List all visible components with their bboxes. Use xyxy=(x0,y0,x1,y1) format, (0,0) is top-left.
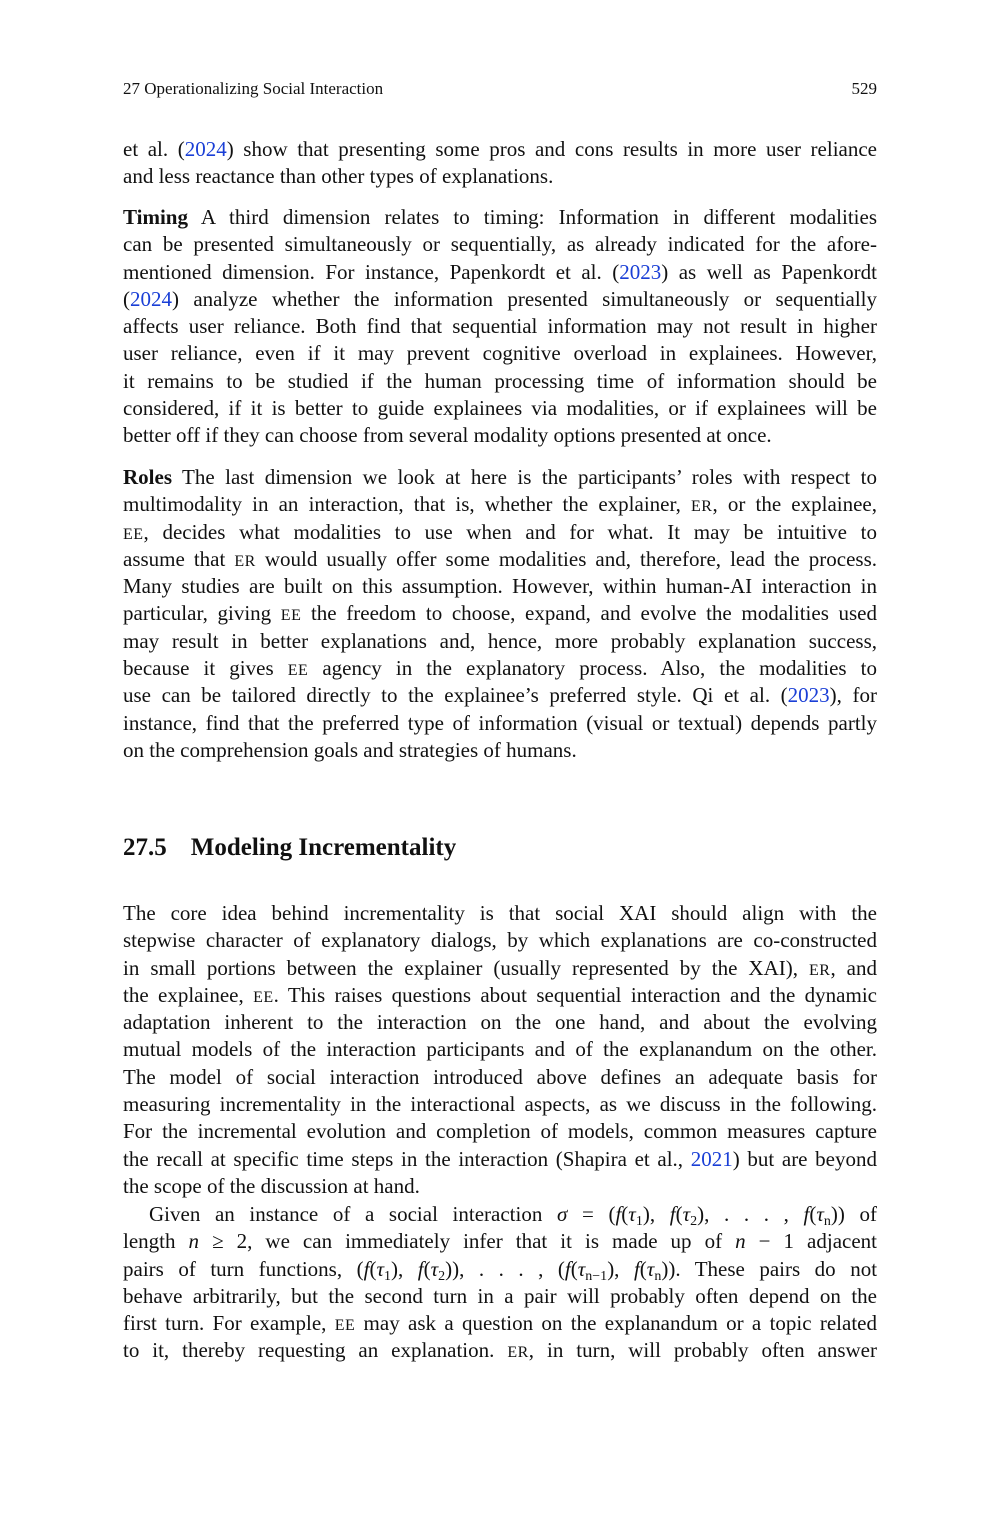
text-line xyxy=(123,600,877,627)
text-segment: f xyxy=(417,1256,424,1281)
text-line xyxy=(123,163,877,190)
text-line xyxy=(123,368,877,395)
text-line xyxy=(123,204,877,231)
text-line xyxy=(123,464,877,491)
text-line xyxy=(123,1091,877,1118)
citation-link[interactable]: 2021 xyxy=(690,1146,733,1171)
text-line xyxy=(123,1201,877,1228)
text-segment: ) show that presenting some pros and cons results in more user reliance xyxy=(226,137,877,161)
role-abbreviation: ER xyxy=(691,498,713,516)
text-segment: user reliance, even if it may prevent cognitive overload in explainees. However, xyxy=(123,341,877,366)
text-segment: first turn. For example, xyxy=(123,1311,335,1336)
text-line xyxy=(123,1256,877,1283)
text-line xyxy=(123,1146,877,1173)
text-line xyxy=(123,1064,877,1091)
paragraph-explanation-types xyxy=(123,136,877,191)
text-line xyxy=(123,313,877,340)
text-segment: affects user reliance. Both find that sequential information may not result in higher xyxy=(123,314,877,339)
role-abbreviation: EE xyxy=(253,988,274,1006)
text-line xyxy=(123,231,877,258)
text-segment: because it gives xyxy=(123,656,288,681)
text-segment: on the comprehension goals and strategies of humans. xyxy=(123,737,577,762)
text-segment: , in turn, will probably often answer xyxy=(528,1338,877,1363)
text-line xyxy=(123,628,877,655)
text-line xyxy=(123,286,877,313)
text-line xyxy=(123,546,877,573)
paragraph-social-interaction-pairs xyxy=(123,1201,877,1365)
text-segment: . This raises questions about sequential interaction and the dynamic xyxy=(273,982,877,1007)
paragraph-roles xyxy=(123,464,877,764)
role-abbreviation: EE xyxy=(280,607,302,625)
text-segment: 1 xyxy=(383,1268,391,1284)
text-segment: the explainee, xyxy=(123,982,254,1007)
text-segment: ≥ 2, we can immediately infer that it is made up of xyxy=(199,1229,736,1254)
role-abbreviation: ER xyxy=(808,961,831,979)
text-segment: ), xyxy=(642,1202,670,1226)
paragraph-heading: Timing xyxy=(123,205,188,229)
text-line xyxy=(123,655,877,682)
section-heading xyxy=(123,834,480,862)
citation-link[interactable]: 2024 xyxy=(184,137,227,161)
citation-link[interactable]: 2024 xyxy=(130,286,172,311)
text-segment: may result in better explanations and, hence, more probably explanation success, xyxy=(123,628,877,653)
text-segment: adaptation inherent to the interaction on the one hand, and about the evolving xyxy=(123,1010,877,1035)
role-abbreviation: EE xyxy=(287,662,309,680)
text-segment: σ xyxy=(556,1202,568,1226)
text-line xyxy=(123,136,877,163)
citation-link[interactable]: 2023 xyxy=(787,683,830,708)
text-line xyxy=(123,491,877,518)
text-segment: instance, find that the preferred type of information (visual or textual) depends partly xyxy=(123,710,877,735)
text-segment: A third dimension relates to timing: Information in different modalities xyxy=(187,205,877,229)
text-segment: agency in the explanatory process. Also, the modalities to xyxy=(308,656,878,681)
text-segment: in small portions between the explainer (usually represented by the XAI), xyxy=(123,955,809,980)
text-segment: 2 xyxy=(690,1214,698,1229)
role-abbreviation: EE xyxy=(123,525,144,543)
text-line xyxy=(123,1337,877,1364)
text-line xyxy=(123,682,877,709)
text-segment: ( xyxy=(369,1256,377,1281)
text-segment: f xyxy=(615,1202,622,1226)
text-segment: )). These pairs do not xyxy=(661,1256,878,1281)
text-line xyxy=(123,927,877,954)
citation-link[interactable]: 2023 xyxy=(619,259,662,284)
text-segment: n xyxy=(735,1229,746,1254)
text-line xyxy=(123,982,877,1009)
text-segment: f xyxy=(564,1256,571,1281)
text-line xyxy=(123,1036,877,1063)
text-segment: n xyxy=(823,1214,831,1229)
section-number: 27.5 xyxy=(123,834,167,861)
text-segment: f xyxy=(803,1202,810,1226)
text-line xyxy=(123,1009,877,1036)
text-segment: assume that xyxy=(123,546,235,571)
text-segment: ( xyxy=(423,1256,431,1281)
role-abbreviation: ER xyxy=(507,1344,529,1362)
text-segment: τ xyxy=(628,1202,636,1226)
role-abbreviation: EE xyxy=(334,1317,356,1335)
text-segment: ( xyxy=(621,1202,629,1226)
text-segment: the scope of the discussion at hand. xyxy=(123,1173,420,1198)
text-segment: Given an instance of a social interaction xyxy=(149,1202,557,1226)
text-segment: , or the explainee, xyxy=(712,492,878,517)
text-segment: τ xyxy=(646,1256,655,1281)
text-segment: The last dimension we look at here is the participants’ roles with respect to xyxy=(172,465,877,489)
text-segment: ), . . . , xyxy=(697,1202,804,1226)
text-segment: Many studies are built on this assumption. However, within human-AI interaction in xyxy=(123,574,877,599)
text-segment: τ xyxy=(376,1256,384,1281)
role-abbreviation: ER xyxy=(234,552,256,570)
text-line xyxy=(123,1228,877,1255)
text-segment: , and xyxy=(830,955,878,980)
text-segment: it remains to be studied if the human processing time of information should be xyxy=(123,368,877,393)
text-segment: ) as well as Papenkordt xyxy=(661,259,877,284)
text-segment: f xyxy=(363,1256,370,1281)
text-segment: stepwise character of explanatory dialogs, by which explanations are co-constructed xyxy=(123,928,877,953)
text-segment: The core idea behind incrementality is that social XAI should align with the xyxy=(123,901,877,925)
text-segment: can be presented simultaneously or sequentially, as already indicated for the afore- xyxy=(123,232,877,257)
text-segment: ), xyxy=(390,1256,418,1281)
text-line xyxy=(123,1283,877,1310)
page-number: 529 xyxy=(851,79,877,98)
text-segment: f xyxy=(633,1256,640,1281)
text-line xyxy=(123,955,877,982)
text-segment: would usually offer some modalities and, therefore, lead the process. xyxy=(255,546,877,571)
text-segment: ( xyxy=(639,1256,647,1281)
text-segment: length xyxy=(123,1229,189,1254)
text-segment: use can be tailored directly to the explainee’s preferred style. Qi et al. ( xyxy=(123,683,788,708)
text-segment: ( xyxy=(123,286,130,311)
text-line xyxy=(123,1310,877,1337)
text-segment: mentioned dimension. For instance, Papenkordt et al. ( xyxy=(123,259,620,284)
text-segment: = ( xyxy=(567,1202,616,1226)
text-segment: τ xyxy=(577,1256,586,1281)
text-segment: − 1 adjacent xyxy=(745,1229,878,1254)
text-segment: f xyxy=(669,1202,676,1226)
text-segment: ( xyxy=(675,1202,683,1226)
text-segment: ( xyxy=(570,1256,578,1281)
text-segment: n xyxy=(654,1268,662,1284)
text-segment: mutual models of the interaction participants and of the explanandum on the other. xyxy=(123,1037,877,1062)
text-segment: τ xyxy=(816,1202,824,1226)
text-segment: The model of social interaction introduced above defines an adequate basis for xyxy=(123,1064,877,1089)
text-segment: better off if they can choose from several modality options presented at once. xyxy=(123,423,772,448)
text-segment: τ xyxy=(682,1202,691,1226)
text-segment: the freedom to choose, expand, and evolve the modalities used xyxy=(301,601,877,626)
text-segment: the recall at specific time steps in the interaction (Shapira et al., xyxy=(123,1146,691,1171)
text-segment: pairs of turn functions, ( xyxy=(123,1256,364,1281)
text-segment: and less reactance than other types of explanations. xyxy=(123,164,554,189)
paragraph-incrementality-intro xyxy=(123,900,877,1200)
text-segment: behave arbitrarily, but the second turn in a pair will probably often depend on the xyxy=(123,1283,877,1308)
text-segment: 1 xyxy=(635,1214,643,1229)
text-segment: et al. ( xyxy=(123,137,185,161)
paragraph-timing xyxy=(123,204,877,450)
text-segment: multimodality in an interaction, that is, whether the explainer, xyxy=(123,492,692,517)
text-segment: ) but are beyond xyxy=(732,1146,877,1171)
text-segment: ), xyxy=(607,1256,634,1281)
text-line xyxy=(123,900,877,927)
text-line xyxy=(123,340,877,367)
text-segment: ), for xyxy=(829,683,877,708)
text-line xyxy=(123,1118,877,1145)
text-segment: to it, thereby requesting an explanation. xyxy=(123,1338,508,1363)
section-title: Modeling Incrementality xyxy=(190,834,457,861)
text-segment: n xyxy=(188,1229,200,1254)
text-segment: considered, if it is better to guide explainees via modalities, or if explainees will be xyxy=(123,396,877,421)
text-segment: n−1 xyxy=(585,1268,608,1284)
text-line xyxy=(123,519,877,546)
text-segment: )), . . . , ( xyxy=(445,1256,565,1281)
text-segment: 2 xyxy=(438,1268,446,1284)
text-segment: ) analyze whether the information presented simultaneously or sequentially xyxy=(172,286,877,311)
text-segment: ( xyxy=(809,1202,817,1226)
paragraph-heading: Roles xyxy=(123,465,172,489)
text-line xyxy=(123,710,877,737)
text-line xyxy=(123,422,877,449)
text-line xyxy=(123,259,877,286)
text-segment: For the incremental evolution and completion of models, common measures capture xyxy=(123,1119,877,1144)
text-segment: measuring incrementality in the interactional aspects, as we discuss in the following. xyxy=(123,1092,877,1117)
text-segment: )) of xyxy=(830,1202,878,1226)
text-line xyxy=(123,1173,877,1200)
text-line xyxy=(123,573,877,600)
running-header-chapter: 27 Operationalizing Social Interaction xyxy=(123,79,384,98)
text-segment: , decides what modalities to use when and for what. It may be intuitive to xyxy=(143,519,877,544)
text-line xyxy=(123,395,877,422)
text-line xyxy=(123,737,877,764)
text-segment: may ask a question on the explanandum or a topic related xyxy=(355,1311,877,1336)
text-segment: particular, giving xyxy=(123,601,281,626)
text-segment: τ xyxy=(430,1256,439,1281)
